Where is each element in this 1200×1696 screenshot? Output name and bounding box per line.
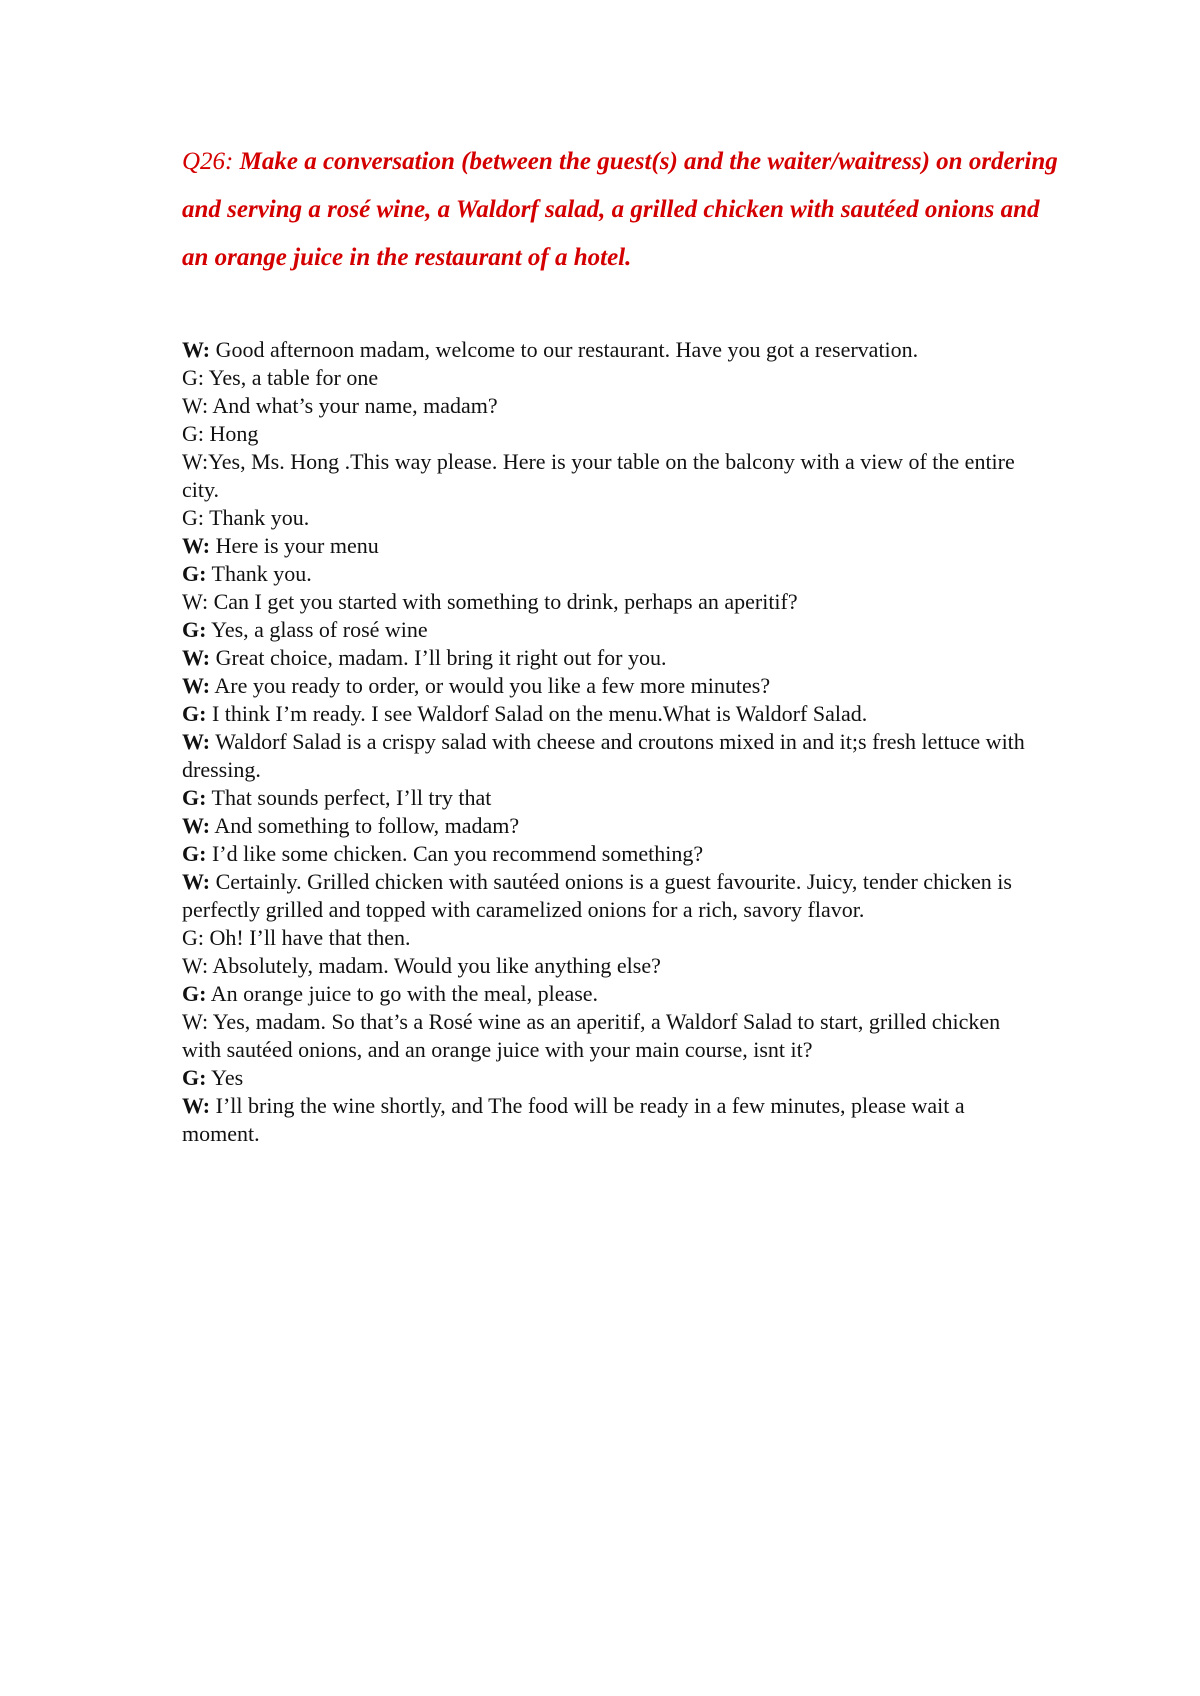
- speaker-label: W:: [182, 645, 211, 670]
- dialogue-text: Oh! I’ll have that then.: [204, 925, 411, 950]
- question-text: Make a conversation (between the guest(s) and the waiter/waitress) on ordering and serving a rosé wine, a Waldorf salad, a grilled chicken with sautéed onions and an orange juice in the restaurant of a hotel.: [182, 148, 1058, 271]
- dialogue-text: Here is your menu: [210, 533, 379, 558]
- dialogue-text: Yes: [206, 1065, 244, 1090]
- dialogue-text: Can I get you started with something to drink, perhaps an aperitif?: [208, 589, 798, 614]
- dialogue-line: [182, 532, 1032, 560]
- dialogue-text: Great choice, madam. I’ll bring it right out for you.: [210, 645, 667, 670]
- speaker-label: G:: [182, 561, 207, 586]
- dialogue-text: I’ll bring the wine shortly, and The food will be ready in a few minutes, please wait a moment.: [182, 1093, 965, 1146]
- speaker-label: W:: [182, 813, 211, 838]
- speaker-label: W:: [182, 393, 209, 418]
- dialogue-text: Yes, madam. So that’s a Rosé wine as an aperitif, a Waldorf Salad to start, grilled chicken with sautéed onions, and an orange juice with your main course, isnt it?: [182, 1009, 1001, 1062]
- speaker-label: W:: [182, 869, 211, 894]
- question-heading: [182, 138, 1062, 282]
- dialogue-text: I’d like some chicken. Can you recommend something?: [206, 841, 704, 866]
- speaker-label: G:: [182, 785, 207, 810]
- dialogue-text: Absolutely, madam. Would you like anything else?: [208, 953, 661, 978]
- speaker-label: G:: [182, 505, 204, 530]
- speaker-label: G:: [182, 421, 204, 446]
- speaker-label: G:: [182, 1065, 207, 1090]
- dialogue-text: Yes, a table for one: [204, 365, 379, 390]
- dialogue-text: Thank you.: [204, 505, 310, 530]
- dialogue-text: Good afternoon madam, welcome to our restaurant. Have you got a reservation.: [210, 337, 919, 362]
- speaker-label: W:: [182, 337, 211, 362]
- dialogue-line: [182, 1092, 1032, 1148]
- dialogue-text: And something to follow, madam?: [210, 813, 520, 838]
- dialogue-text: An orange juice to go with the meal, please.: [206, 981, 599, 1006]
- dialogue-line: [182, 1064, 1032, 1092]
- speaker-label: W:: [182, 1009, 209, 1034]
- dialogue-text: Thank you.: [206, 561, 312, 586]
- dialogue-text: Certainly. Grilled chicken with sautéed onions is a guest favourite. Juicy, tender chicken is perfectly grilled and topped with caramelized onions for a rich, savory flavor.: [182, 869, 1012, 922]
- dialogue-text: And what’s your name, madam?: [208, 393, 498, 418]
- dialogue: [182, 336, 1032, 1148]
- dialogue-text: Are you ready to order, or would you like a few more minutes?: [210, 673, 771, 698]
- dialogue-line: [182, 1008, 1032, 1064]
- dialogue-text: Hong: [204, 421, 259, 446]
- dialogue-line: [182, 420, 1032, 448]
- question-number: Q26:: [182, 148, 234, 175]
- dialogue-line: [182, 336, 1032, 364]
- dialogue-text: Waldorf Salad is a crispy salad with cheese and croutons mixed in and it;s fresh lettuce with dressing.: [182, 729, 1025, 782]
- dialogue-line: [182, 868, 1032, 924]
- speaker-label: W:: [182, 449, 209, 474]
- dialogue-line: [182, 812, 1032, 840]
- speaker-label: G:: [182, 925, 204, 950]
- speaker-label: W:: [182, 953, 209, 978]
- dialogue-line: [182, 924, 1032, 952]
- speaker-label: G:: [182, 841, 207, 866]
- speaker-label: G:: [182, 981, 207, 1006]
- dialogue-line: [182, 728, 1032, 784]
- dialogue-line: [182, 504, 1032, 532]
- speaker-label: G:: [182, 365, 204, 390]
- dialogue-line: [182, 392, 1032, 420]
- speaker-label: W:: [182, 1093, 211, 1118]
- dialogue-text: I think I’m ready. I see Waldorf Salad on the menu.What is Waldorf Salad.: [206, 701, 868, 726]
- speaker-label: G:: [182, 617, 207, 642]
- dialogue-line: [182, 644, 1032, 672]
- dialogue-line: [182, 700, 1032, 728]
- dialogue-line: [182, 672, 1032, 700]
- speaker-label: W:: [182, 673, 211, 698]
- dialogue-line: [182, 616, 1032, 644]
- dialogue-line: [182, 840, 1032, 868]
- dialogue-line: [182, 784, 1032, 812]
- dialogue-line: [182, 588, 1032, 616]
- dialogue-line: [182, 952, 1032, 980]
- dialogue-line: [182, 364, 1032, 392]
- speaker-label: G:: [182, 701, 207, 726]
- speaker-label: W:: [182, 533, 211, 558]
- dialogue-line: [182, 560, 1032, 588]
- speaker-label: W:: [182, 589, 209, 614]
- dialogue-line: [182, 448, 1032, 504]
- dialogue-line: [182, 980, 1032, 1008]
- dialogue-text: Yes, Ms. Hong .This way please. Here is your table on the balcony with a view of the entire city.: [182, 449, 1015, 502]
- dialogue-text: Yes, a glass of rosé wine: [206, 617, 428, 642]
- dialogue-text: That sounds perfect, I’ll try that: [206, 785, 492, 810]
- speaker-label: W:: [182, 729, 211, 754]
